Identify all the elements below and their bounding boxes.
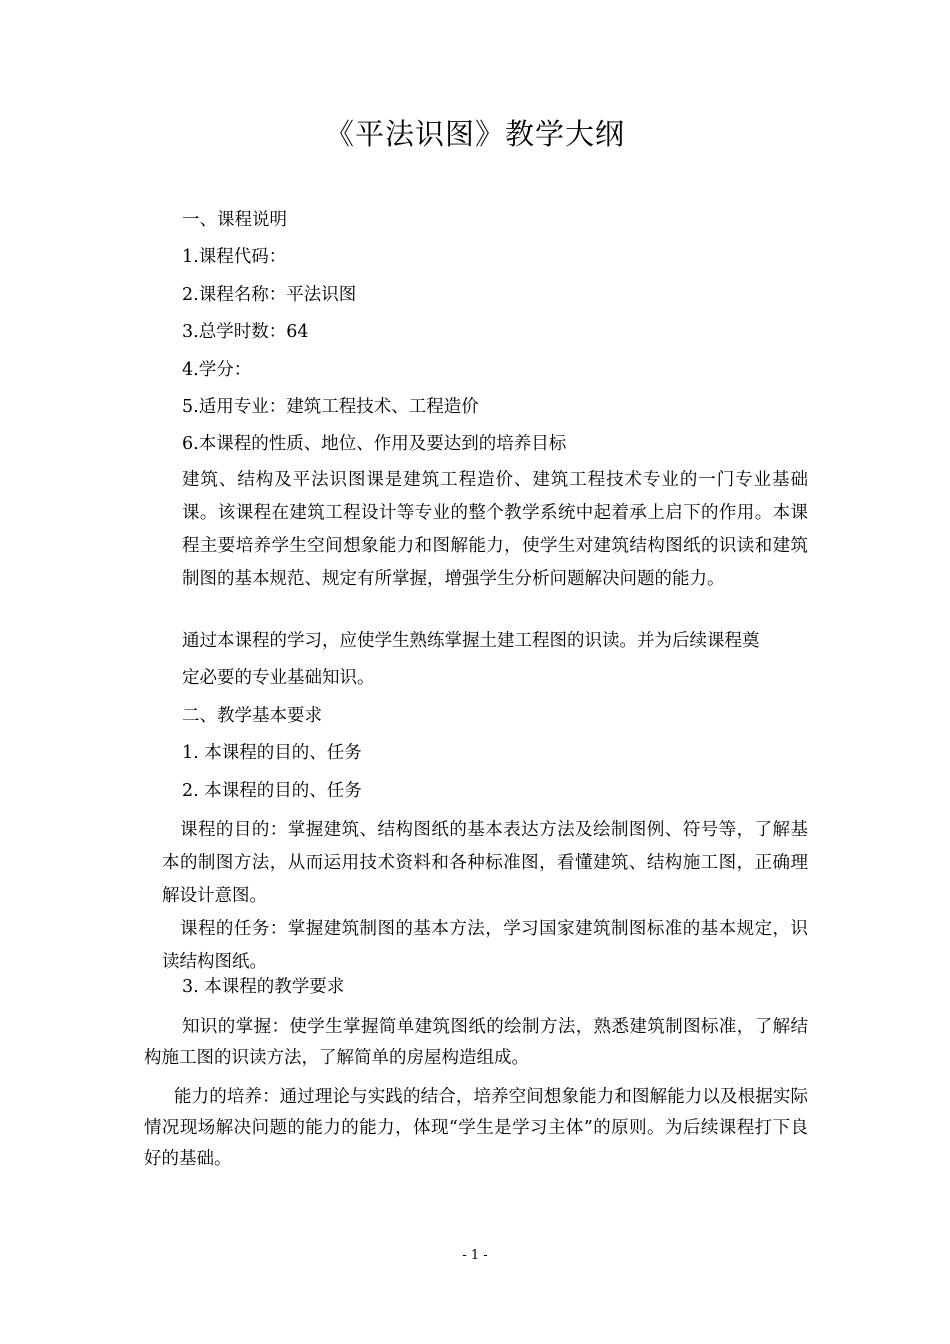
section-heading-teaching-requirements: 二、教学基本要求 — [182, 706, 322, 726]
list-item-teaching-requirements: 3. 本课程的教学要求 — [182, 977, 345, 997]
list-item-credits: 4.学分： — [182, 360, 252, 380]
page-title: 《平法识图》教学大纲 — [324, 117, 625, 151]
list-item-applicable-majors: 5.适用专业：建筑工程技术、工程造价 — [182, 397, 479, 417]
paragraph-course-purpose: 课程的目的：掌握建筑、结构图纸的基本表达方法及绘制图例、符号等，了解基本的制图方法，从而运用技术资料和各种标准图，看懂建筑、结构施工图，正确理解设计意图。 — [162, 820, 808, 906]
list-item-course-name: 2.课程名称：平法识图 — [182, 285, 357, 305]
list-item-course-nature: 6.本课程的性质、地位、作用及要达到的培养目标 — [182, 434, 567, 454]
paragraph-course-task: 课程的任务：掌握建筑制图的基本方法，学习国家建筑制图标准的基本规定，识读结构图纸。 — [162, 919, 808, 972]
page-number: - 1 - — [462, 1248, 488, 1263]
paragraph-learning-goal-line1: 通过本课程的学习，应使学生熟练掌握土建工程图的识读。并为后续课程奠 — [182, 631, 760, 651]
list-item-purpose-task-2: 2. 本课程的目的、任务 — [182, 781, 362, 801]
section-heading-course-description: 一、课程说明 — [182, 210, 287, 230]
paragraph-course-overview: 建筑、结构及平法识图课是建筑工程造价、建筑工程技术专业的一门专业基础课。该课程在建筑工程设计等专业的整个教学系统中起着承上启下的作用。本课程主要培养学生空间想象能力和图解能力，使学生对建筑结构图纸的识读和建筑制图的基本规范、规定有所掌握，增强学生分析问题解决问题的能力。 — [182, 470, 808, 589]
list-item-purpose-task-1: 1. 本课程的目的、任务 — [182, 743, 362, 763]
list-item-total-hours: 3.总学时数：64 — [182, 322, 309, 342]
list-item-course-code: 1.课程代码： — [182, 247, 287, 267]
paragraph-learning-goal-line2: 定必要的专业基础知识。 — [182, 668, 375, 688]
paragraph-ability: 能力的培养：通过理论与实践的结合，培养空间想象能力和图解能力以及根据实际情况现场解决问题的能力的能力，体现“学生是学习主体”的原则。为后续课程打下良好的基础。 — [144, 1087, 808, 1169]
paragraph-knowledge: 知识的掌握：使学生掌握简单建筑图纸的绘制方法，熟悉建筑制图标准，了解结构施工图的识读方法，了解简单的房屋构造组成。 — [144, 1017, 808, 1068]
